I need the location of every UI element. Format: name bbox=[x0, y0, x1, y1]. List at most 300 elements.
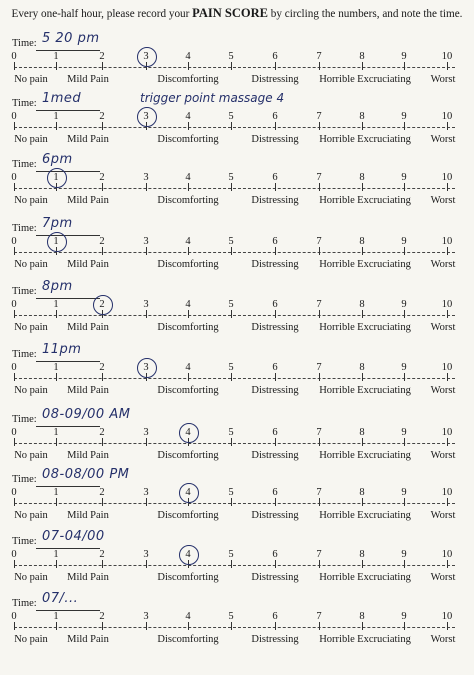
scale-tick bbox=[146, 622, 147, 630]
scale-tick bbox=[14, 373, 15, 381]
scale-number[interactable]: 4 bbox=[185, 611, 191, 622]
handwritten-time: 1med bbox=[42, 91, 82, 106]
scale-descriptor: No pain bbox=[14, 322, 48, 333]
scale-number[interactable]: 6 bbox=[272, 299, 278, 310]
scale-tick bbox=[362, 62, 363, 70]
scale-descriptor: Distressing bbox=[251, 385, 299, 396]
scale-descriptor: Mild Pain bbox=[67, 74, 109, 85]
scale-descriptor: Worst bbox=[430, 74, 456, 85]
scale-descriptor: Discomforting bbox=[157, 195, 219, 206]
scale-number[interactable]: 2 bbox=[99, 611, 105, 622]
scale-number[interactable]: 1 bbox=[53, 236, 59, 247]
scale-descriptor: No pain bbox=[14, 259, 48, 270]
scale-number[interactable]: 0 bbox=[11, 549, 17, 560]
scale-number[interactable]: 10 bbox=[441, 549, 453, 560]
scale-number[interactable]: 9 bbox=[401, 487, 407, 498]
scale-number[interactable]: 5 bbox=[228, 427, 234, 438]
scale-tick bbox=[319, 498, 320, 506]
scale-tick bbox=[56, 62, 57, 70]
scale-tick bbox=[319, 373, 320, 381]
handwritten-time: 6pm bbox=[42, 152, 73, 167]
scale-number[interactable]: 9 bbox=[401, 172, 407, 183]
scale-number[interactable]: 2 bbox=[99, 51, 105, 62]
scale-tick bbox=[231, 560, 232, 568]
scale-descriptor: Worst bbox=[430, 510, 456, 521]
handwritten-time: 08-09/00 AM bbox=[42, 407, 131, 422]
scale-number[interactable]: 6 bbox=[272, 487, 278, 498]
scale-number[interactable]: 1 bbox=[53, 172, 59, 183]
scale-tick bbox=[102, 183, 103, 191]
scale-number[interactable]: 2 bbox=[99, 236, 105, 247]
scale-tick bbox=[404, 373, 405, 381]
scale-number[interactable]: 5 bbox=[228, 549, 234, 560]
scale-tick bbox=[102, 62, 103, 70]
scale-tick bbox=[146, 183, 147, 191]
scale-number[interactable]: 9 bbox=[401, 299, 407, 310]
time-field[interactable] bbox=[36, 50, 100, 51]
scale-number[interactable]: 5 bbox=[228, 51, 234, 62]
scale-number[interactable]: 3 bbox=[143, 172, 149, 183]
scale-descriptor: Distressing bbox=[251, 572, 299, 583]
scale-descriptor: Excruciating bbox=[357, 74, 411, 85]
scale-tick bbox=[362, 622, 363, 630]
scale-number[interactable]: 4 bbox=[185, 549, 191, 560]
scale-number[interactable]: 6 bbox=[272, 51, 278, 62]
scale-descriptor: Distressing bbox=[251, 195, 299, 206]
scale-tick bbox=[362, 373, 363, 381]
scale-tick bbox=[146, 247, 147, 255]
scale-number[interactable]: 4 bbox=[185, 427, 191, 438]
scale-line bbox=[14, 67, 455, 68]
scale-number[interactable]: 3 bbox=[143, 362, 149, 373]
scale-descriptor: Distressing bbox=[251, 134, 299, 145]
scale-number[interactable]: 7 bbox=[316, 51, 322, 62]
scale-descriptor: Worst bbox=[430, 259, 456, 270]
scale-tick bbox=[231, 247, 232, 255]
pain-entry bbox=[0, 591, 474, 662]
score-circle bbox=[137, 47, 157, 67]
scale-number[interactable]: 9 bbox=[401, 236, 407, 247]
scale-number[interactable]: 5 bbox=[228, 487, 234, 498]
scale-tick bbox=[447, 498, 448, 506]
scale-number[interactable]: 0 bbox=[11, 236, 17, 247]
time-field[interactable] bbox=[36, 235, 100, 236]
scale-number[interactable]: 1 bbox=[53, 51, 59, 62]
scale-number[interactable]: 5 bbox=[228, 111, 234, 122]
time-label: Time: bbox=[12, 349, 37, 360]
scale-number[interactable]: 4 bbox=[185, 51, 191, 62]
scale-number[interactable]: 2 bbox=[99, 362, 105, 373]
scale-tick bbox=[319, 183, 320, 191]
scale-number[interactable]: 9 bbox=[401, 427, 407, 438]
scale-number[interactable]: 10 bbox=[441, 51, 453, 62]
scale-tick bbox=[102, 247, 103, 255]
scale-tick bbox=[362, 438, 363, 446]
scale-descriptor: Excruciating bbox=[357, 634, 411, 645]
scale-tick bbox=[56, 560, 57, 568]
scale-tick bbox=[319, 560, 320, 568]
scale-number[interactable]: 2 bbox=[99, 111, 105, 122]
scale-descriptor: Mild Pain bbox=[67, 195, 109, 206]
time-field[interactable] bbox=[36, 426, 100, 427]
handwritten-time: 8pm bbox=[42, 279, 73, 294]
scale-descriptor: Discomforting bbox=[157, 74, 219, 85]
scale-tick bbox=[102, 122, 103, 130]
scale-number[interactable]: 7 bbox=[316, 427, 322, 438]
scale-descriptor: No pain bbox=[14, 385, 48, 396]
scale-tick bbox=[231, 62, 232, 70]
scale-number[interactable]: 0 bbox=[11, 362, 17, 373]
scale-number[interactable]: 10 bbox=[441, 362, 453, 373]
scale-number[interactable]: 0 bbox=[11, 487, 17, 498]
handwritten-time: 07-04/00 bbox=[42, 529, 105, 544]
scale-number[interactable]: 0 bbox=[11, 172, 17, 183]
scale-number[interactable]: 10 bbox=[441, 236, 453, 247]
time-label: Time: bbox=[12, 598, 37, 609]
scale-descriptor: Horrible bbox=[319, 134, 355, 145]
scale-number[interactable]: 10 bbox=[441, 487, 453, 498]
scale-number[interactable]: 7 bbox=[316, 362, 322, 373]
scale-descriptor: Worst bbox=[430, 450, 456, 461]
scale-number[interactable]: 8 bbox=[359, 51, 365, 62]
handwritten-time: 11pm bbox=[42, 342, 82, 357]
scale-tick bbox=[404, 560, 405, 568]
scale-line bbox=[14, 443, 455, 444]
scale-tick bbox=[231, 622, 232, 630]
scale-number[interactable]: 4 bbox=[185, 236, 191, 247]
time-field[interactable] bbox=[36, 486, 100, 487]
scale-tick bbox=[404, 62, 405, 70]
scale-tick bbox=[447, 438, 448, 446]
scale-number[interactable]: 3 bbox=[143, 549, 149, 560]
scale-tick bbox=[362, 498, 363, 506]
scale-descriptor: No pain bbox=[14, 634, 48, 645]
scale-tick bbox=[56, 498, 57, 506]
scale-descriptor: Mild Pain bbox=[67, 385, 109, 396]
scale-descriptor: Horrible bbox=[319, 634, 355, 645]
scale-number[interactable]: 3 bbox=[143, 51, 149, 62]
scale-tick bbox=[362, 310, 363, 318]
handwritten-note: trigger point massage 4 bbox=[140, 91, 285, 105]
scale-descriptor: Mild Pain bbox=[67, 259, 109, 270]
scale-tick bbox=[404, 438, 405, 446]
scale-descriptor: Excruciating bbox=[357, 195, 411, 206]
scale-number[interactable]: 5 bbox=[228, 362, 234, 373]
scale-descriptor: No pain bbox=[14, 510, 48, 521]
scale-number[interactable]: 5 bbox=[228, 236, 234, 247]
scale-number[interactable]: 4 bbox=[185, 111, 191, 122]
scale-number[interactable]: 3 bbox=[143, 299, 149, 310]
scale-tick bbox=[14, 622, 15, 630]
scale-tick bbox=[231, 438, 232, 446]
scale-descriptor: Distressing bbox=[251, 74, 299, 85]
scale-number[interactable]: 2 bbox=[99, 427, 105, 438]
scale-number[interactable]: 5 bbox=[228, 172, 234, 183]
scale-descriptor: Horrible bbox=[319, 322, 355, 333]
scale-descriptor: Excruciating bbox=[357, 385, 411, 396]
scale-line bbox=[14, 565, 455, 566]
scale-tick bbox=[188, 622, 189, 630]
scale-descriptor: Discomforting bbox=[157, 259, 219, 270]
scale-descriptor: Discomforting bbox=[157, 134, 219, 145]
scale-tick bbox=[14, 183, 15, 191]
scale-tick bbox=[146, 498, 147, 506]
scale-number[interactable]: 1 bbox=[53, 427, 59, 438]
scale-number[interactable]: 9 bbox=[401, 611, 407, 622]
scale-descriptor: Mild Pain bbox=[67, 450, 109, 461]
time-label: Time: bbox=[12, 414, 37, 425]
scale-tick bbox=[447, 310, 448, 318]
scale-tick bbox=[319, 247, 320, 255]
scale-number[interactable]: 7 bbox=[316, 111, 322, 122]
scale-number[interactable]: 6 bbox=[272, 549, 278, 560]
scale-descriptor: No pain bbox=[14, 74, 48, 85]
scale-number[interactable]: 10 bbox=[441, 611, 453, 622]
scale-descriptor: Horrible bbox=[319, 195, 355, 206]
scale-descriptor: No pain bbox=[14, 572, 48, 583]
scale-descriptor: Excruciating bbox=[357, 450, 411, 461]
scale-tick bbox=[275, 438, 276, 446]
scale-tick bbox=[362, 122, 363, 130]
handwritten-time: 08-08/00 PM bbox=[42, 467, 130, 482]
score-circle bbox=[179, 545, 199, 565]
scale-descriptor: Excruciating bbox=[357, 259, 411, 270]
scale-number[interactable]: 8 bbox=[359, 487, 365, 498]
scale-number[interactable]: 10 bbox=[441, 427, 453, 438]
scale-tick bbox=[14, 560, 15, 568]
scale-tick bbox=[188, 247, 189, 255]
scale-descriptor: Worst bbox=[430, 385, 456, 396]
pain-entry bbox=[0, 152, 474, 223]
scale-line bbox=[14, 627, 455, 628]
scale-descriptor: Mild Pain bbox=[67, 572, 109, 583]
scale-number[interactable]: 2 bbox=[99, 299, 105, 310]
time-label: Time: bbox=[12, 98, 37, 109]
scale-number[interactable]: 1 bbox=[53, 111, 59, 122]
scale-descriptor: Discomforting bbox=[157, 510, 219, 521]
scale-number[interactable]: 2 bbox=[99, 487, 105, 498]
scale-tick bbox=[275, 122, 276, 130]
scale-number[interactable]: 0 bbox=[11, 611, 17, 622]
scale-tick bbox=[447, 560, 448, 568]
scale-number[interactable]: 9 bbox=[401, 51, 407, 62]
scale-number[interactable]: 4 bbox=[185, 299, 191, 310]
scale-tick bbox=[404, 183, 405, 191]
scale-number[interactable]: 6 bbox=[272, 362, 278, 373]
scale-tick bbox=[102, 560, 103, 568]
scale-tick bbox=[275, 310, 276, 318]
scale-number[interactable]: 0 bbox=[11, 299, 17, 310]
scale-number[interactable]: 1 bbox=[53, 362, 59, 373]
time-label: Time: bbox=[12, 159, 37, 170]
scale-tick bbox=[231, 183, 232, 191]
scale-tick bbox=[188, 183, 189, 191]
pain-entry bbox=[0, 216, 474, 287]
scale-tick bbox=[146, 560, 147, 568]
scale-line bbox=[14, 315, 455, 316]
scale-tick bbox=[362, 183, 363, 191]
scale-number[interactable]: 9 bbox=[401, 111, 407, 122]
scale-descriptor: Distressing bbox=[251, 259, 299, 270]
scale-number[interactable]: 10 bbox=[441, 172, 453, 183]
scale-line bbox=[14, 378, 455, 379]
scale-tick bbox=[14, 62, 15, 70]
scale-number[interactable]: 4 bbox=[185, 362, 191, 373]
handwritten-time: 07/... bbox=[42, 591, 79, 606]
scale-number[interactable]: 1 bbox=[53, 299, 59, 310]
scale-number[interactable]: 4 bbox=[185, 487, 191, 498]
time-field[interactable] bbox=[36, 361, 100, 362]
scale-number[interactable]: 5 bbox=[228, 611, 234, 622]
handwritten-time: 7pm bbox=[42, 216, 73, 231]
scale-tick bbox=[102, 438, 103, 446]
scale-number[interactable]: 9 bbox=[401, 362, 407, 373]
scale-tick bbox=[404, 247, 405, 255]
scale-tick bbox=[447, 373, 448, 381]
scale-number[interactable]: 8 bbox=[359, 362, 365, 373]
scale-descriptor: Horrible bbox=[319, 450, 355, 461]
scale-tick bbox=[14, 122, 15, 130]
scale-tick bbox=[14, 310, 15, 318]
scale-number[interactable]: 7 bbox=[316, 236, 322, 247]
scale-descriptor: Distressing bbox=[251, 450, 299, 461]
scale-tick bbox=[188, 373, 189, 381]
scale-number[interactable]: 4 bbox=[185, 172, 191, 183]
scale-tick bbox=[447, 122, 448, 130]
instructions-text-end: by circling the numbers, and note the time. bbox=[267, 8, 463, 20]
scale-number[interactable]: 5 bbox=[228, 299, 234, 310]
scale-tick bbox=[319, 622, 320, 630]
scale-tick bbox=[14, 498, 15, 506]
scale-number[interactable]: 8 bbox=[359, 236, 365, 247]
scale-tick bbox=[231, 498, 232, 506]
scale-number[interactable]: 7 bbox=[316, 299, 322, 310]
scale-number[interactable]: 7 bbox=[316, 487, 322, 498]
scale-tick bbox=[447, 622, 448, 630]
scale-tick bbox=[447, 62, 448, 70]
time-label: Time: bbox=[12, 474, 37, 485]
scale-tick bbox=[56, 122, 57, 130]
scale-number[interactable]: 6 bbox=[272, 111, 278, 122]
scale-number[interactable]: 8 bbox=[359, 549, 365, 560]
scale-tick bbox=[146, 438, 147, 446]
scale-descriptor: Mild Pain bbox=[67, 134, 109, 145]
scale-descriptor: Discomforting bbox=[157, 322, 219, 333]
time-field[interactable] bbox=[36, 548, 100, 549]
scale-tick bbox=[102, 373, 103, 381]
score-circle bbox=[179, 423, 199, 443]
scale-tick bbox=[188, 310, 189, 318]
scale-descriptor: Worst bbox=[430, 195, 456, 206]
scale-number[interactable]: 6 bbox=[272, 236, 278, 247]
scale-descriptor: No pain bbox=[14, 195, 48, 206]
time-field[interactable] bbox=[36, 110, 100, 111]
scale-number[interactable]: 8 bbox=[359, 111, 365, 122]
scale-tick bbox=[275, 373, 276, 381]
pain-entry bbox=[0, 342, 474, 413]
scale-tick bbox=[447, 247, 448, 255]
scale-tick bbox=[404, 310, 405, 318]
scale-tick bbox=[188, 62, 189, 70]
scale-number[interactable]: 1 bbox=[53, 549, 59, 560]
scale-number[interactable]: 7 bbox=[316, 172, 322, 183]
scale-descriptor: Excruciating bbox=[357, 322, 411, 333]
scale-number[interactable]: 6 bbox=[272, 427, 278, 438]
scale-number[interactable]: 0 bbox=[11, 111, 17, 122]
scale-tick bbox=[102, 622, 103, 630]
scale-tick bbox=[146, 310, 147, 318]
scale-number[interactable]: 9 bbox=[401, 549, 407, 560]
scale-number[interactable]: 0 bbox=[11, 51, 17, 62]
scale-descriptor: No pain bbox=[14, 450, 48, 461]
scale-tick bbox=[275, 62, 276, 70]
scale-descriptor: Horrible bbox=[319, 74, 355, 85]
scale-number[interactable]: 3 bbox=[143, 236, 149, 247]
scale-line bbox=[14, 127, 455, 128]
scale-number[interactable]: 6 bbox=[272, 611, 278, 622]
scale-number[interactable]: 10 bbox=[441, 299, 453, 310]
scale-tick bbox=[102, 498, 103, 506]
scale-number[interactable]: 8 bbox=[359, 611, 365, 622]
time-field[interactable] bbox=[36, 298, 100, 299]
scale-descriptor: No pain bbox=[14, 134, 48, 145]
scale-number[interactable]: 3 bbox=[143, 487, 149, 498]
time-field[interactable] bbox=[36, 171, 100, 172]
scale-number[interactable]: 2 bbox=[99, 172, 105, 183]
scale-number[interactable]: 7 bbox=[316, 549, 322, 560]
scale-number[interactable]: 0 bbox=[11, 427, 17, 438]
scale-tick bbox=[275, 622, 276, 630]
scale-number[interactable]: 8 bbox=[359, 427, 365, 438]
scale-descriptor: Mild Pain bbox=[67, 510, 109, 521]
scale-number[interactable]: 3 bbox=[143, 427, 149, 438]
scale-descriptor: Discomforting bbox=[157, 450, 219, 461]
scale-line bbox=[14, 252, 455, 253]
scale-number[interactable]: 7 bbox=[316, 611, 322, 622]
scale-number[interactable]: 3 bbox=[143, 111, 149, 122]
score-circle bbox=[47, 168, 67, 188]
scale-number[interactable]: 10 bbox=[441, 111, 453, 122]
scale-tick bbox=[275, 498, 276, 506]
scale-tick bbox=[404, 622, 405, 630]
scale-descriptor: Horrible bbox=[319, 259, 355, 270]
scale-descriptor: Mild Pain bbox=[67, 634, 109, 645]
scale-tick bbox=[362, 247, 363, 255]
handwritten-time: 5 20 pm bbox=[42, 31, 100, 46]
scale-number[interactable]: 8 bbox=[359, 172, 365, 183]
scale-tick bbox=[362, 560, 363, 568]
scale-tick bbox=[56, 373, 57, 381]
scale-number[interactable]: 8 bbox=[359, 299, 365, 310]
scale-tick bbox=[231, 122, 232, 130]
scale-descriptor: Discomforting bbox=[157, 634, 219, 645]
scale-number[interactable]: 6 bbox=[272, 172, 278, 183]
scale-tick bbox=[231, 310, 232, 318]
scale-number[interactable]: 1 bbox=[53, 487, 59, 498]
scale-descriptor: Discomforting bbox=[157, 385, 219, 396]
time-field[interactable] bbox=[36, 610, 100, 611]
scale-number[interactable]: 2 bbox=[99, 549, 105, 560]
scale-tick bbox=[319, 310, 320, 318]
scale-descriptor: Worst bbox=[430, 634, 456, 645]
scale-descriptor: Worst bbox=[430, 572, 456, 583]
scale-number[interactable]: 3 bbox=[143, 611, 149, 622]
scale-tick bbox=[56, 622, 57, 630]
scale-tick bbox=[447, 183, 448, 191]
scale-descriptor: Worst bbox=[430, 322, 456, 333]
scale-tick bbox=[319, 62, 320, 70]
scale-number[interactable]: 1 bbox=[53, 611, 59, 622]
